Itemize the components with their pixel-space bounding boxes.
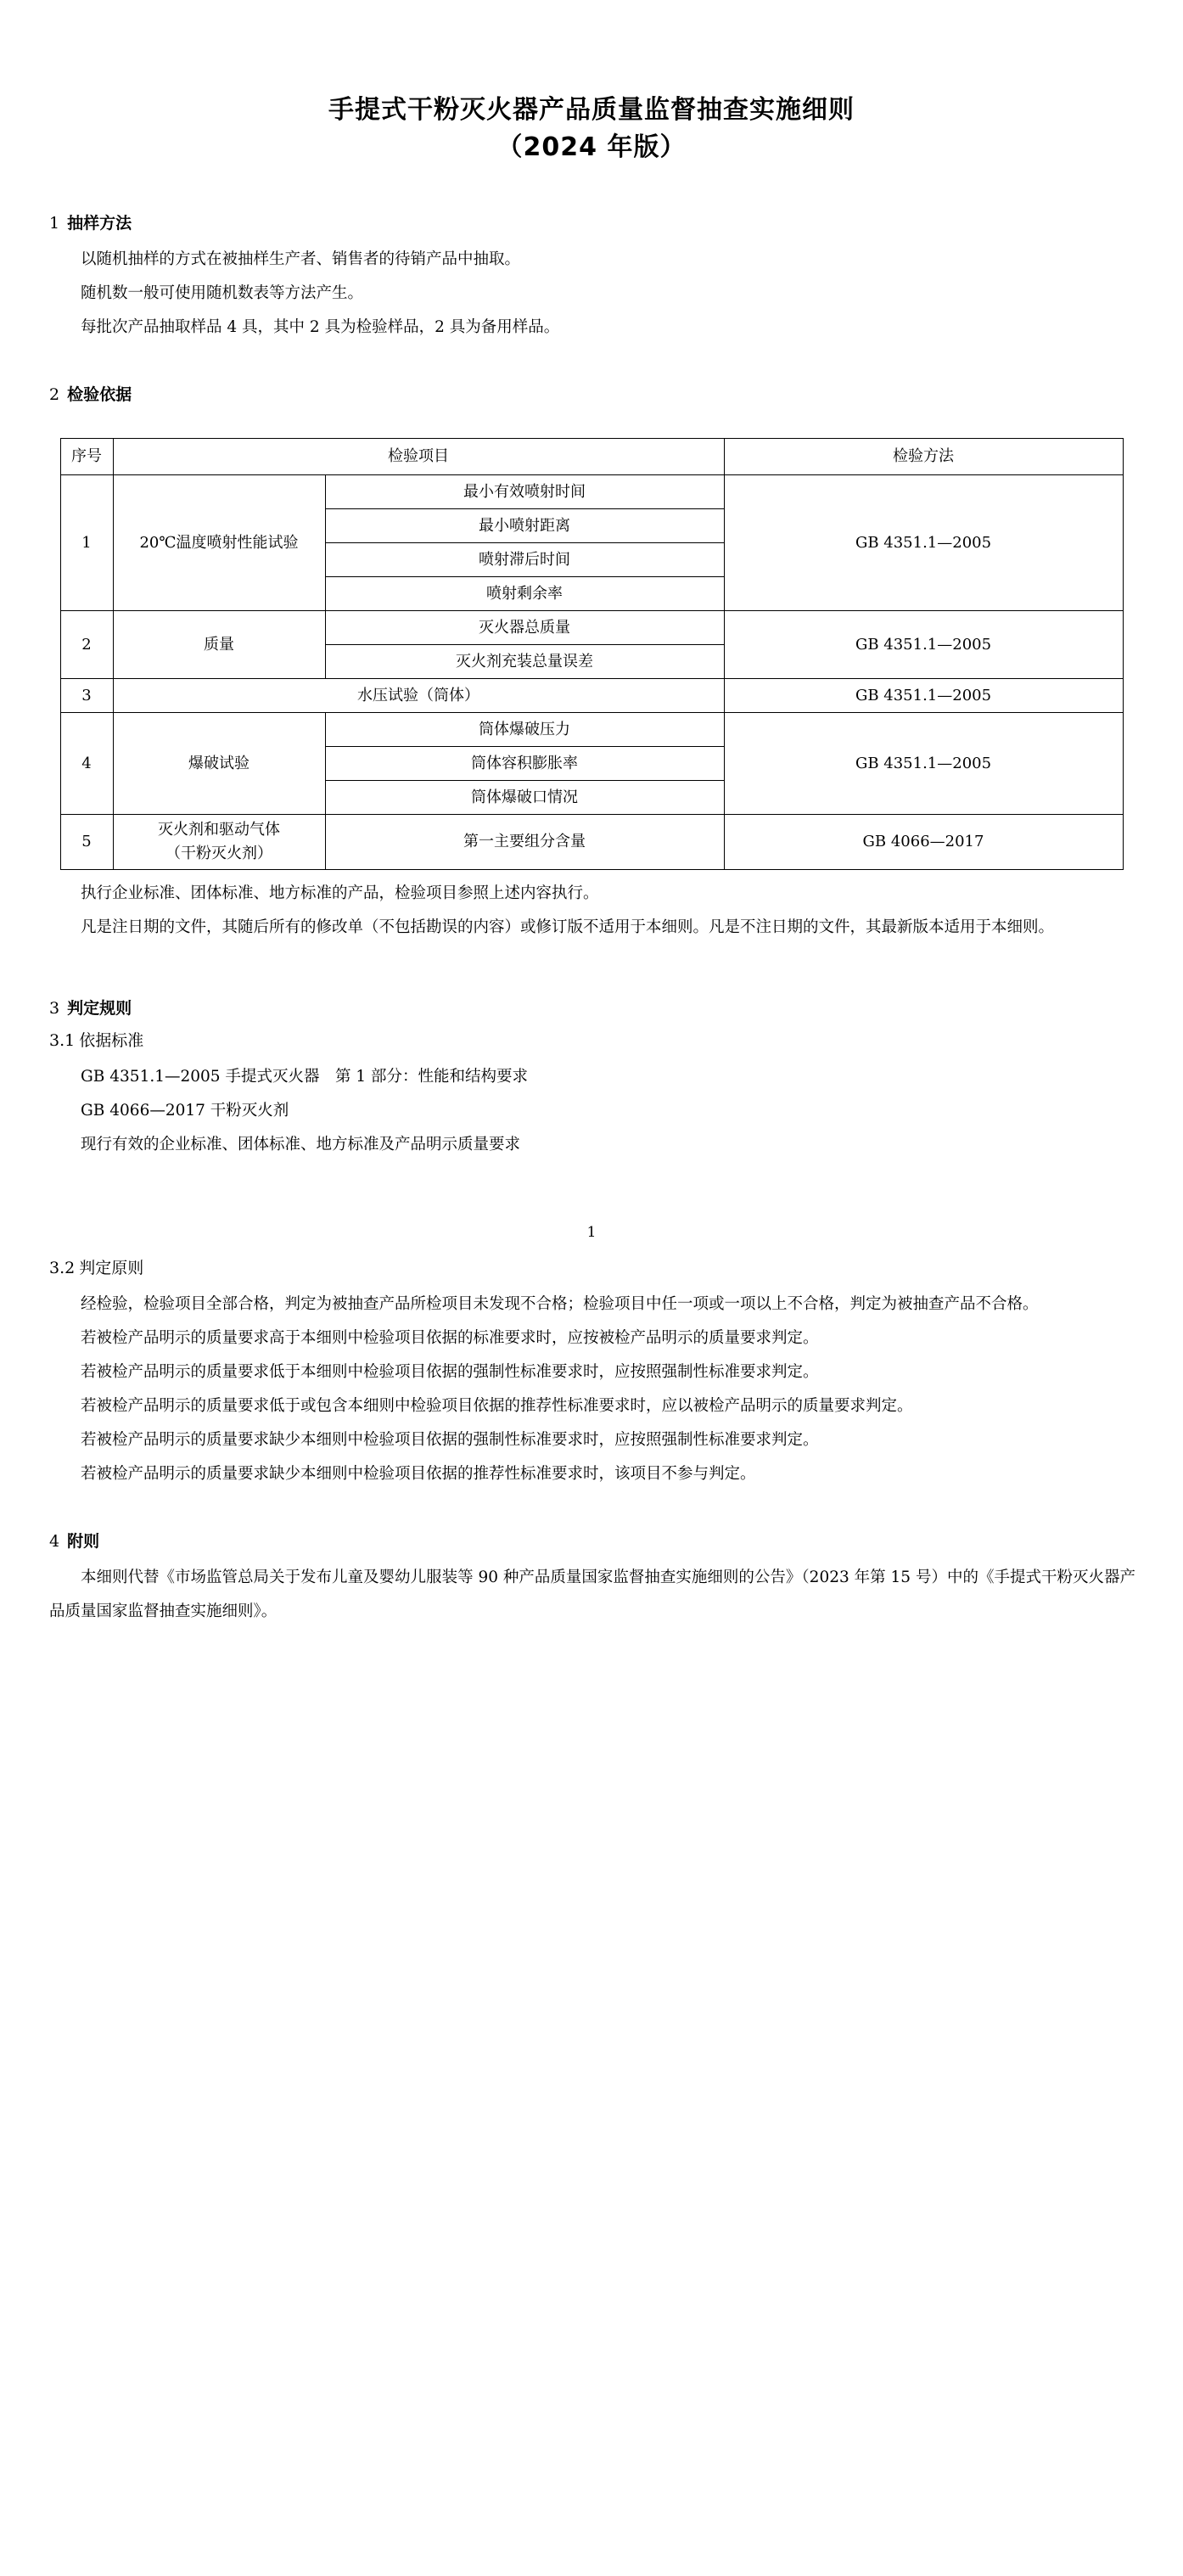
cell-method: GB 4066—2017 [724, 815, 1123, 870]
paragraph: 每批次产品抽取样品 4 具，其中 2 具为检验样品，2 具为备用样品。 [81, 318, 560, 336]
table-header-no: 序号 [60, 439, 113, 475]
spacer [44, 1491, 1139, 1529]
table-header-row [60, 439, 1123, 475]
heading-number: 2 [49, 385, 60, 404]
cell-item: 灭火器总质量 [325, 611, 724, 645]
cell-group: 20℃温度喷射性能试验 [113, 475, 325, 611]
table-row [60, 679, 1123, 713]
table-header-item: 检验项目 [113, 439, 724, 475]
spacer [44, 1281, 1139, 1288]
paragraph: 随机数一般可使用随机数表等方法产生。 [81, 284, 364, 302]
page-number: 1 [586, 1224, 597, 1241]
spacer [44, 1021, 1139, 1028]
spacer [44, 166, 1139, 210]
spacer [44, 1053, 1139, 1060]
cell-item: 筒体爆破压力 [325, 713, 724, 747]
heading-number: 3.2 [49, 1259, 76, 1277]
cell-method: GB 4351.1—2005 [724, 611, 1123, 679]
spacer [44, 1243, 1139, 1255]
heading-text: 判定规则 [67, 999, 132, 1018]
paragraph: 经检验，检验项目全部合格，判定为被抽查产品所检项目未发现不合格；检验项目中任一项或一项以上不合格，判定为被抽查产品不合格。 [81, 1295, 1039, 1313]
table-row [60, 475, 1123, 509]
inspection-basis-table [60, 438, 1124, 870]
spacer [44, 870, 1139, 877]
heading-basis-standards [44, 1028, 1139, 1053]
cell-method: GB 4351.1—2005 [724, 475, 1123, 611]
paragraph: 若被检产品明示的质量要求缺少本细则中检验项目依据的推荐性标准要求时，该项目不参与判定。 [81, 1465, 756, 1483]
cell-no: 2 [60, 611, 113, 679]
paragraph: 以随机抽样的方式在被抽样生产者、销售者的待销产品中抽取。 [81, 250, 521, 268]
cell-item: 筒体爆破口情况 [325, 781, 724, 815]
heading-text: 附则 [67, 1532, 100, 1551]
cell-method: GB 4351.1—2005 [724, 713, 1123, 815]
heading-judgment-principles [44, 1255, 1139, 1281]
cell-method: GB 4351.1—2005 [724, 679, 1123, 713]
spacer [44, 345, 1139, 382]
standard-reference: GB 4066—2017 干粉灭火剂 [81, 1102, 289, 1120]
cell-group-line-2: （干粉灭火剂） [165, 845, 272, 862]
cell-item: 灭火剂充装总量误差 [325, 645, 724, 679]
heading-number: 3 [49, 999, 60, 1018]
table-body [60, 475, 1123, 870]
cell-item: 筒体容积膨胀率 [325, 747, 724, 781]
cell-item: 水压试验（筒体） [113, 679, 724, 713]
table-row [60, 611, 1123, 645]
cell-group-line-1: 灭火剂和驱动气体 [158, 821, 280, 839]
heading-number: 4 [49, 1532, 60, 1551]
cell-no: 1 [60, 475, 113, 611]
paragraph: 执行企业标准、团体标准、地方标准的产品，检验项目参照上述内容执行。 [81, 884, 599, 902]
heading-supplementary [44, 1529, 1139, 1554]
table-head [60, 439, 1123, 475]
standard-reference: 现行有效的企业标准、团体标准、地方标准及产品明示质量要求 [81, 1136, 521, 1153]
table-header-method: 检验方法 [724, 439, 1123, 475]
spacer [44, 1554, 1139, 1561]
heading-text: 检验依据 [67, 385, 132, 404]
title-line-2: （2024 年版） [496, 132, 687, 162]
spacer [44, 407, 1139, 438]
cell-no: 3 [60, 679, 113, 713]
heading-sampling-method [44, 210, 1139, 236]
cell-item: 喷射剩余率 [325, 577, 724, 611]
cell-group: 爆破试验 [113, 713, 325, 815]
paragraph: 若被检产品明示的质量要求缺少本细则中检验项目依据的强制性标准要求时，应按照强制性标准要求判定。 [81, 1431, 819, 1449]
table-row [60, 713, 1123, 747]
cell-group: 质量 [113, 611, 325, 679]
cell-no: 4 [60, 713, 113, 815]
cell-item: 最小喷射距离 [325, 509, 724, 543]
title-line-1: 手提式干粉灭火器产品质量监督抽查实施细则 [328, 95, 855, 125]
paragraph: 若被检产品明示的质量要求高于本细则中检验项目依据的标准要求时，应按被检产品明示的质量要求判定。 [81, 1329, 819, 1347]
paragraph: 若被检产品明示的质量要求低于本细则中检验项目依据的强制性标准要求时，应按照强制性标准要求判定。 [81, 1363, 819, 1381]
cell-item: 喷射滞后时间 [325, 543, 724, 577]
heading-number: 1 [49, 214, 60, 233]
cell-group [113, 815, 325, 870]
paragraph: 若被检产品明示的质量要求低于或包含本细则中检验项目依据的推荐性标准要求时，应以被检产品明示的质量要求判定。 [81, 1397, 913, 1415]
cell-item: 第一主要组分含量 [325, 815, 724, 870]
paragraph: 本细则代替《市场监管总局关于发布儿童及婴幼儿服装等 90 种产品质量国家监督抽查实施细则的公告》（2023 年第 15 号）中的《手提式干粉灭火器产品质量国家监督抽查实施细则》。 [49, 1569, 1135, 1620]
page-title [44, 92, 1139, 166]
spacer [44, 945, 1139, 996]
cell-item: 最小有效喷射时间 [325, 475, 724, 509]
page-content [44, 0, 1139, 1629]
heading-judgment-rules [44, 996, 1139, 1021]
spacer [44, 1162, 1139, 1221]
paragraph: 凡是注日期的文件，其随后所有的修改单（不包括勘误的内容）或修订版不适用于本细则。凡是不注日期的文件，其最新版本适用于本细则。 [81, 918, 1055, 936]
table-row [60, 815, 1123, 870]
heading-inspection-basis [44, 382, 1139, 407]
heading-text: 判定原则 [79, 1259, 144, 1277]
standard-reference: GB 4351.1—2005 手提式灭火器 第 1 部分：性能和结构要求 [81, 1068, 528, 1086]
heading-text: 抽样方法 [67, 214, 132, 233]
spacer [44, 236, 1139, 243]
cell-no: 5 [60, 815, 113, 870]
heading-number: 3.1 [49, 1031, 76, 1050]
heading-text: 依据标准 [79, 1031, 144, 1050]
